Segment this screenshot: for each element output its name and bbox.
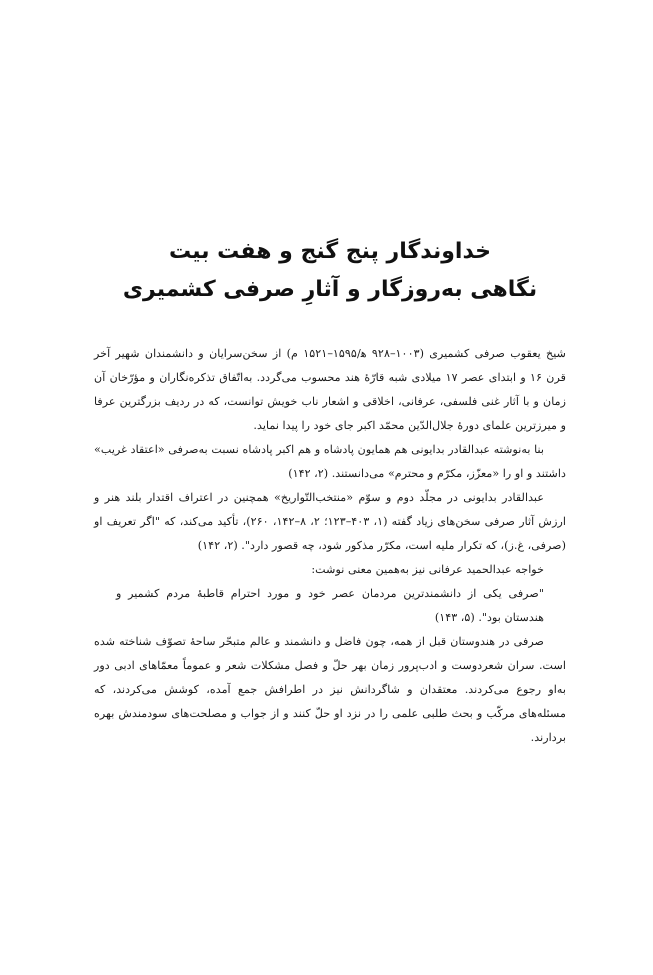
paragraph-2: بنا به‌نوشته عبدالقادر بدایونی هم همایون پادشاه و هم اکبر پادشاه نسبت به‌صرفی «اعتقاد غریب» داشتند و او را «معزّز، مکرّم و محترم» می‌دانستند. (۲، ۱۴۲): [94, 443, 566, 480]
paragraph-5: صرفی در هندوستان قبل از همه، چون فاضل و دانشمند و عالم متبحّر ساحهٔ تصوّف شناخته شده است. سران شعردوست و ادب‌پرور زمان بهر حلّ و فصل مشکلات شعر و عموماً معمّاهای ادبی دور به‌او رجوع می‌کردند. معتقدان و شاگردانش نیز در اطرافش جمع آمده، کوشش می‌کردند، که مسئله‌های مرکّب و بحث طلبی علمی را در نزد او حلّ کنند و از جواب و مصلحت‌های سودمندش بهره بردارند.: [94, 635, 566, 744]
body-text: [94, 342, 566, 750]
block-quote: "صرفی یکی از دانشمندترین مردمان عصر خود و مورد احترام قاطبهٔ مردم کشمیر و هندستان بود". (۵، ۱۴۳): [116, 587, 544, 624]
title-line-2: نگاهی به‌روزگار و آثارِ صرفی کشمیری: [122, 277, 538, 302]
paragraph-4: خواجه عبدالحمید عرفانی نیز به‌همین معنی نوشت:: [311, 563, 544, 576]
paragraph-3: عبدالقادر بدایونی در مجلّد دوم و سوّم «منتخب‌التّواریخ» همچنین در اعتراف اقتدار بلند هنر و ارزش آثار صرفی سخن‌های زیاد گفته (۱، ۴۰۳–۱۲۳؛ ۲، ۸–۱۴۲، ۲۶۰)، تأکید می‌کند، که "اگر تعریف او (صرفی، غ.ز)، که تکرار ملیه است، مکرّر مذکور شود، چه قصور دارد". (۲، ۱۴۲): [94, 491, 566, 552]
title-line-1: خداوندگار پنج گنج و هفت بیت: [168, 239, 492, 264]
chapter-title: [94, 233, 566, 309]
book-page: [94, 0, 566, 975]
paragraph-1: شیخ یعقوب صرفی کشمیری (۱۰۰۳–۹۲۸ ه‍/۱۵۹۵–۱۵۲۱ م) از سخن‌سرایان و دانشمندان شهیر آخر قرن ۱۶ و ابتدای عصر ۱۷ میلادی شبه قارّهٔ هند محسوب می‌گردد. به‌اتّفاق تذکره‌نگاران و مؤرّخان آن زمان و با آثار غنی فلسفی، عرفانی، اخلاقی و اشعار ناب خویش توانست، که در ردیف بزرگترین عرفا و میرزترین علمای دورهٔ جلال‌الدّین محمّد اکبر جای خود را پیدا نماید.: [94, 347, 567, 432]
